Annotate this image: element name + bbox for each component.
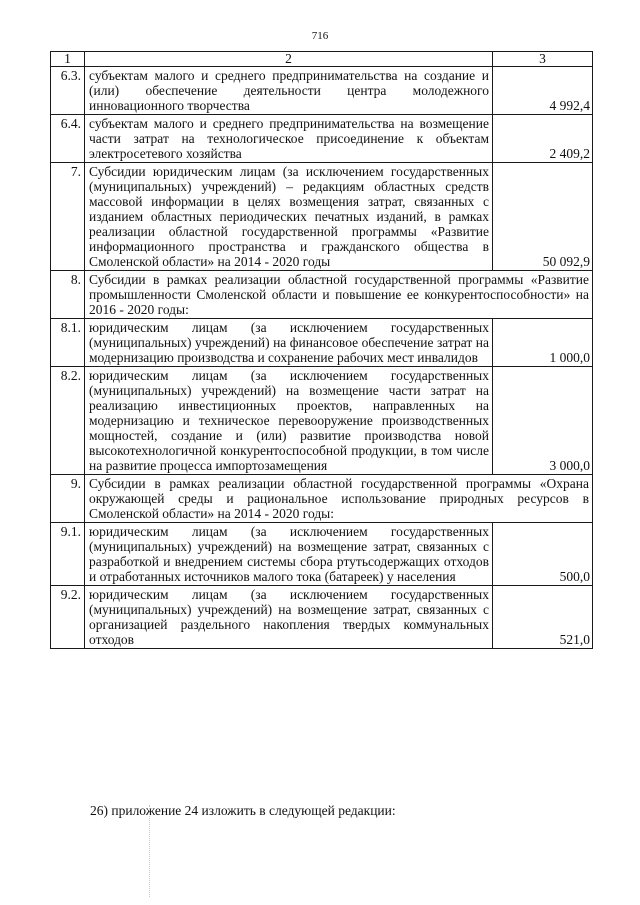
page-number: 716	[311, 30, 329, 42]
header-col-2: 2	[85, 52, 493, 67]
row-description: юридическим лицам (за исключением государственных (муниципальных) учреждений) на финансовое обеспечение затрат на модернизацию производства и сохранение рабочих мест инвалидов	[85, 319, 493, 367]
table-row	[51, 523, 593, 586]
row-amount: 4 992,4	[493, 67, 593, 115]
row-amount: 1 000,0	[493, 319, 593, 367]
table-row	[51, 67, 593, 115]
row-description: субъектам малого и среднего предпринимательства на создание и (или) обеспечение деятельности центра молодежного инновационного творчества	[85, 67, 493, 115]
section-row	[51, 475, 593, 523]
scan-artifact-line	[149, 805, 150, 897]
section-row	[51, 271, 593, 319]
row-amount: 50 092,9	[493, 163, 593, 271]
row-description: юридическим лицам (за исключением государственных (муниципальных) учреждений) на возмещение части затрат на реализацию инвестиционных проектов, направленных на модернизацию и техническое перевооружение производственных мощностей, создание и (или) развитие производства новой высокотехнологичной конкурентоспособной продукции, в том числе на развитие процесса импортозамещения	[85, 367, 493, 475]
row-description: юридическим лицам (за исключением государственных (муниципальных) учреждений) на возмещение затрат, связанных с организацией раздельного накопления твердых коммунальных отходов	[85, 586, 493, 649]
section-description: Субсидии в рамках реализации областной государственной программы «Охрана окружающей среды и рациональное использование природных ресурсов в Смоленской области» на 2014 - 2020 годы:	[85, 475, 593, 523]
row-number: 8.1.	[51, 319, 85, 367]
header-col-1: 1	[51, 52, 85, 67]
amendment-text: 26) приложение 24 изложить в следующей редакции:	[90, 803, 396, 818]
row-description: юридическим лицам (за исключением государственных (муниципальных) учреждений) на возмещение затрат, связанных с разработкой и внедрением системы сбора ртутьсодержащих отходов и отработанных источников малого тока (батареек) у населения	[85, 523, 493, 586]
row-number: 9.	[51, 475, 85, 523]
table-row	[51, 115, 593, 163]
table-row	[51, 163, 593, 271]
section-description: Субсидии в рамках реализации областной государственной программы «Развитие промышленности Смоленской области и повышение ее конкурентоспособности» на 2016 - 2020 годы:	[85, 271, 593, 319]
table-row	[51, 367, 593, 475]
row-description: Субсидии юридическим лицам (за исключением государственных (муниципальных) учреждений) – редакциям областных средств массовой информации в целях возмещения затрат, связанных с изданием областных периодических печатных изданий, в рамках реализации областной государственной программы «Развитие информационного пространства и гражданского общества в Смоленской области» на 2014 - 2020 годы	[85, 163, 493, 271]
table-row	[51, 586, 593, 649]
row-number: 6.3.	[51, 67, 85, 115]
row-number: 7.	[51, 163, 85, 271]
row-amount: 500,0	[493, 523, 593, 586]
row-number: 8.2.	[51, 367, 85, 475]
row-amount: 521,0	[493, 586, 593, 649]
table-header-row	[51, 52, 593, 67]
row-number: 8.	[51, 271, 85, 319]
subsidies-table	[50, 51, 593, 649]
header-col-3: 3	[493, 52, 593, 67]
row-description: субъектам малого и среднего предпринимательства на возмещение части затрат на технологическое присоединение к объектам электросетевого хозяйства	[85, 115, 493, 163]
row-amount: 2 409,2	[493, 115, 593, 163]
row-amount: 3 000,0	[493, 367, 593, 475]
table-row	[51, 319, 593, 367]
row-number: 6.4.	[51, 115, 85, 163]
row-number: 9.2.	[51, 586, 85, 649]
row-number: 9.1.	[51, 523, 85, 586]
